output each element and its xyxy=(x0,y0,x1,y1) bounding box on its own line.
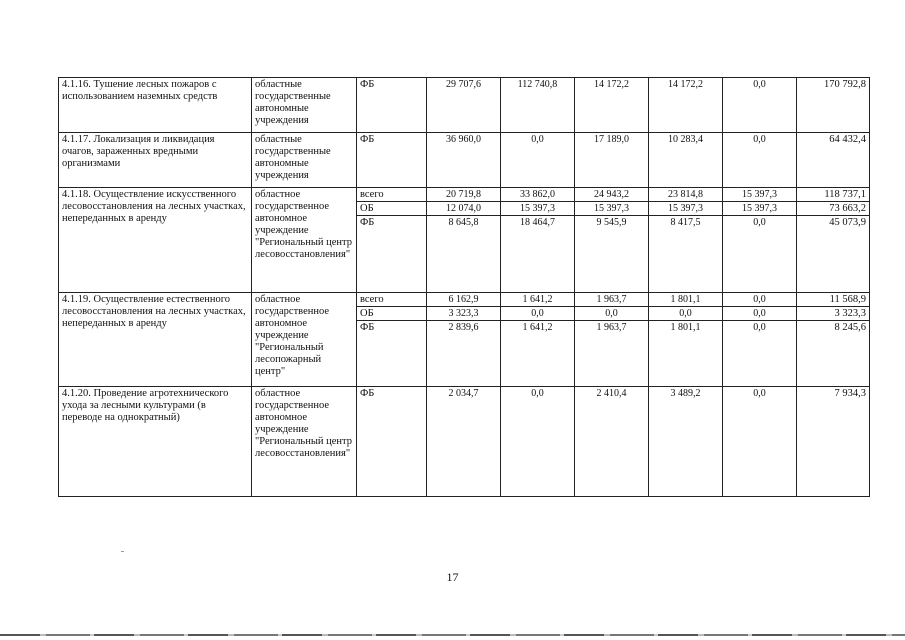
year-amount: 2 410,4 xyxy=(575,387,649,497)
year-amount: 14 172,2 xyxy=(575,78,649,133)
year-amount: 3 489,2 xyxy=(649,387,723,497)
funding-table xyxy=(58,77,870,497)
funding-source: ОБ xyxy=(357,307,427,321)
activity-name: 4.1.20. Проведение агротехнического ухода за лесными культурами (в переводе на однократный) xyxy=(59,387,252,497)
total-amount: 7 934,3 xyxy=(797,387,870,497)
funding-source: всего xyxy=(357,188,427,202)
year-amount: 1 801,1 xyxy=(649,321,723,387)
year-amount: 0,0 xyxy=(723,133,797,188)
year-amount: 0,0 xyxy=(723,307,797,321)
responsible-organization: областные государственные автономные учреждения xyxy=(252,78,357,133)
year-amount: 1 641,2 xyxy=(501,293,575,307)
funding-source: ФБ xyxy=(357,321,427,387)
year-amount: 112 740,8 xyxy=(501,78,575,133)
year-amount: 0,0 xyxy=(501,387,575,497)
year-amount: 18 464,7 xyxy=(501,216,575,293)
total-amount: 118 737,1 xyxy=(797,188,870,202)
year-amount: 20 719,8 xyxy=(427,188,501,202)
year-amount: 0,0 xyxy=(723,387,797,497)
year-amount: 6 162,9 xyxy=(427,293,501,307)
year-amount: 15 397,3 xyxy=(501,202,575,216)
year-amount: 23 814,8 xyxy=(649,188,723,202)
table-row xyxy=(59,133,870,188)
activity-name: 4.1.16. Тушение лесных пожаров с использованием наземных средств xyxy=(59,78,252,133)
total-amount: 73 663,2 xyxy=(797,202,870,216)
year-amount: 24 943,2 xyxy=(575,188,649,202)
scan-bottom-edge xyxy=(0,634,905,636)
year-amount: 1 963,7 xyxy=(575,293,649,307)
year-amount: 0,0 xyxy=(723,216,797,293)
responsible-organization: областное государственное автономное учреждение "Региональный центр лесовосстановления" xyxy=(252,387,357,497)
responsible-organization: областное государственное автономное учреждение "Региональный лесопожарный центр" xyxy=(252,293,357,387)
table-body xyxy=(59,78,870,497)
funding-source: всего xyxy=(357,293,427,307)
year-amount: 0,0 xyxy=(575,307,649,321)
year-amount: 0,0 xyxy=(501,307,575,321)
scan-dot xyxy=(121,551,124,552)
year-amount: 12 074,0 xyxy=(427,202,501,216)
year-amount: 36 960,0 xyxy=(427,133,501,188)
total-amount: 11 568,9 xyxy=(797,293,870,307)
year-amount: 2 034,7 xyxy=(427,387,501,497)
table-row xyxy=(59,293,870,307)
year-amount: 9 545,9 xyxy=(575,216,649,293)
year-amount: 2 839,6 xyxy=(427,321,501,387)
total-amount: 64 432,4 xyxy=(797,133,870,188)
total-amount: 45 073,9 xyxy=(797,216,870,293)
responsible-organization: областные государственные автономные учреждения xyxy=(252,133,357,188)
table-row xyxy=(59,78,870,133)
activity-name: 4.1.18. Осуществление искусственного лесовосстановления на лесных участках, непереданных в аренду xyxy=(59,188,252,293)
funding-source: ФБ xyxy=(357,387,427,497)
funding-source: ФБ xyxy=(357,216,427,293)
year-amount: 17 189,0 xyxy=(575,133,649,188)
year-amount: 15 397,3 xyxy=(723,202,797,216)
funding-source: ФБ xyxy=(357,133,427,188)
total-amount: 170 792,8 xyxy=(797,78,870,133)
funding-source: ФБ xyxy=(357,78,427,133)
table-row xyxy=(59,188,870,202)
year-amount: 0,0 xyxy=(723,321,797,387)
activity-name: 4.1.19. Осуществление естественного лесовосстановления на лесных участках, непереданных в аренду xyxy=(59,293,252,387)
table-row xyxy=(59,387,870,497)
year-amount: 15 397,3 xyxy=(575,202,649,216)
year-amount: 0,0 xyxy=(649,307,723,321)
page-number: 17 xyxy=(446,570,459,584)
year-amount: 3 323,3 xyxy=(427,307,501,321)
year-amount: 1 641,2 xyxy=(501,321,575,387)
year-amount: 0,0 xyxy=(723,293,797,307)
year-amount: 8 417,5 xyxy=(649,216,723,293)
activity-name: 4.1.17. Локализация и ликвидация очагов, зараженных вредными организмами xyxy=(59,133,252,188)
year-amount: 1 963,7 xyxy=(575,321,649,387)
year-amount: 29 707,6 xyxy=(427,78,501,133)
funding-source: ОБ xyxy=(357,202,427,216)
year-amount: 1 801,1 xyxy=(649,293,723,307)
year-amount: 15 397,3 xyxy=(723,188,797,202)
year-amount: 15 397,3 xyxy=(649,202,723,216)
total-amount: 3 323,3 xyxy=(797,307,870,321)
year-amount: 8 645,8 xyxy=(427,216,501,293)
year-amount: 10 283,4 xyxy=(649,133,723,188)
total-amount: 8 245,6 xyxy=(797,321,870,387)
year-amount: 14 172,2 xyxy=(649,78,723,133)
year-amount: 33 862,0 xyxy=(501,188,575,202)
responsible-organization: областное государственное автономное учреждение "Региональный центр лесовосстановления" xyxy=(252,188,357,293)
year-amount: 0,0 xyxy=(723,78,797,133)
year-amount: 0,0 xyxy=(501,133,575,188)
